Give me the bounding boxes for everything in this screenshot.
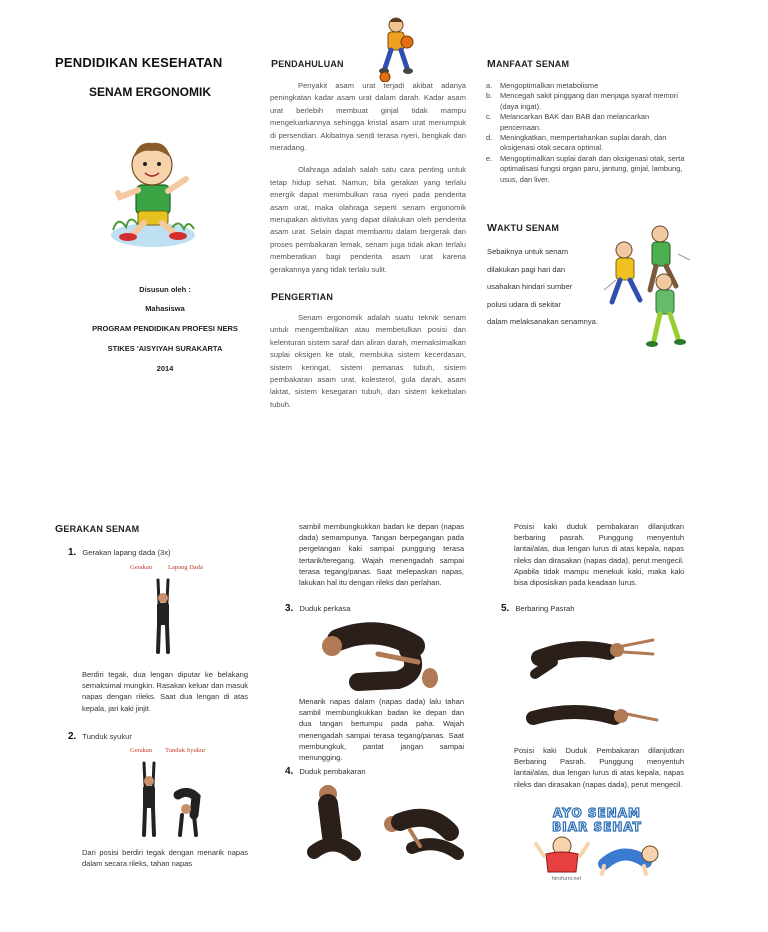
step-2-photo	[120, 745, 240, 840]
photo-caption: Gerakan	[130, 747, 153, 754]
gerakan-heading: GERAKAN SENAM	[55, 523, 140, 535]
list-item: a. Mengoptimalkan metabolisme	[486, 81, 599, 90]
step-4-label: 4. Duduk pembakaran	[285, 766, 366, 777]
waktu-line: usahakan hindari sumber	[487, 282, 573, 291]
manfaat-heading: MANFAAT SENAM	[487, 58, 570, 70]
list-item: e. Mengoptimalkan suplai darah dan oksigenasi otak, serta optimalisasi fungsi organ paru, jantung, ginjal, lambung, usus, dan liver.	[486, 153, 685, 184]
banner-credit: hirofurni.net	[552, 876, 582, 882]
banner-line-2: BIAR SEHAT	[552, 820, 642, 834]
list-item: d. Meningkatkan, mempertahankan suplai darah, dan oksigenasi otak secara optimal.	[486, 133, 667, 153]
pendahuluan-paragraph-2: Olahraga adalah salah satu cara penting untuk tetap hidup sehat. Namun, bila gerakan yang terlalu energik dapat menimbulkan rasa nyeri pada penderita asam urat, maka olahraga seperti senam ergonomik merupakan aktivitas yang dapat dilakukan oleh penderita asam urat. Selain dapat membantu dalam bergerak dan proses pembakaran lemak, senam juga tidak akan terlalu memberatkan bagi penderita asam urat karena gerakannya yang tidak terlalu sulit.	[270, 165, 466, 274]
pendahuluan-paragraph-1: Penyakit asam urat terjadi akibat adanya peningkatan kadar asam urat dalam darah. Kadar asam urat berlebih membuat ginjal tidak mampu mengeluarkannya sehingga kristal asam urat menumpuk di persendian. Akibatnya sendi terasa nyeri, bengkak dan meradang.	[270, 81, 466, 153]
cover-title: PENDIDIKAN KESEHATAN	[55, 55, 223, 70]
basketball-kid-illustration	[377, 16, 415, 82]
list-item: c. Melancarkan BAK dan BAB dan melancarkan pencernaan.	[486, 112, 650, 132]
running-kids-illustration	[594, 220, 694, 360]
institution-label: STIKES 'AISYIYAH SURAKARTA	[107, 344, 223, 353]
program-label: PROGRAM PENDIDIKAN PROFESI NERS	[92, 324, 238, 333]
waktu-line: Sebaiknya untuk senam	[487, 247, 569, 256]
step-4-description: Posisi kaki duduk pembakaran dilanjutkan berbaring pasrah. Punggung menyentuh lantai/alas, dua lengan lurus di atas kepala, napas rileks dan dirasakan (napas dada), perut mengecil. Apabila tidak mampu menekuk kaki, maka kaki bisa diposisikan pada keadaan lurus.	[514, 522, 684, 588]
step-1-photo	[120, 562, 240, 657]
banner-line-1: AYO SENAM	[553, 806, 641, 820]
pengertian-heading: PENGERTIAN	[271, 291, 334, 303]
boy-exercising-illustration	[108, 135, 198, 250]
step-2-label: 2. Tunduk syukur	[68, 731, 132, 742]
cover-subtitle: SENAM ERGONOMIK	[89, 85, 212, 99]
step-2-continuation: sambil membungkukkan badan ke depan (napas dada) semampunya. Tangan berpegangan pada pergelangan kaki sampai punggung terasa tertarik/teregang. Wajah menengadah sampai terasa tegang/panas. Saat melepaskan napas, lakukan hal itu dengan rileks dan perlahan.	[299, 522, 464, 588]
step-3-label: 3. Duduk perkasa	[285, 603, 351, 614]
step-3-description: Menarik napas dalam (napas dada) lalu tahan sambil membungkukkan badan ke depan dan dua tangan bertumpu pada paha. Wajah menengadah sampai terasa tegang/panas. Saat membungkuk, pantat jangan sampai menungging.	[299, 697, 464, 763]
step-2-description: Dari posisi berdiri tegak dengan menarik napas dalam secara rileks, tahan napas	[82, 848, 248, 869]
list-item: b. Mencegah sakit pinggang dan menjaga syaraf memori (daya ingat).	[486, 91, 678, 111]
compiled-by-label: Disusun oleh :	[139, 285, 191, 294]
year-label: 2014	[156, 364, 174, 373]
pendahuluan-heading: PENDAHULUAN	[271, 58, 344, 70]
step-5-label: 5. Berbaring Pasrah	[501, 603, 575, 614]
manfaat-list	[486, 81, 686, 185]
step-3-photo	[318, 618, 448, 693]
step-1-description: Berdiri tegak, dua lengan diputar ke belakang semaksimal mungkin. Rasakan keluar dan masuk napas dengan rileks. Saat dua lengan di atas kepala, jari kaki jinjit.	[82, 670, 248, 713]
step-5-description: Posisi kaki Duduk Pembakaran dilanjutkan Berbaring Pasrah. Punggung menyentuh lantai/alas, dua lengan lurus di atas kepala, napas rileks dan dirasakan (napas dada), perut mengecil.	[514, 746, 684, 789]
pengertian-text	[270, 312, 466, 411]
waktu-heading: WAKTU SENAM	[487, 222, 560, 234]
step-4-photo	[300, 780, 470, 870]
step-5-photo	[525, 622, 660, 737]
author-label: Mahasiswa	[145, 304, 185, 313]
photo-caption: Lapang Dada	[168, 564, 203, 571]
pengertian-paragraph: Senam ergonomik adalah suatu teknik senam untuk mengembalikan atau membetulkan posisi dan kelenturan sistem saraf dan aliran darah, memaksimalkan suplai oksigen ke otak, membuka sistem kecerdasan, sistem keringat, sistem pemanas tubuh, sistem pembakaran asam urat, kolesterol, gula darah, asam laktat, sistem kesegaran tubuh, dan sistem kekebalan tubuh.	[270, 313, 466, 409]
waktu-line: dilakukan pagi hari dan	[487, 264, 566, 274]
photo-caption: Tunduk Syukur	[165, 747, 206, 754]
waktu-line: polusi udara di sekitar	[487, 299, 561, 309]
ayo-senam-banner	[512, 806, 682, 884]
waktu-text	[487, 243, 607, 331]
pendahuluan-text	[270, 80, 466, 276]
waktu-line: dalam melaksanakan senamnya.	[487, 317, 599, 326]
photo-caption: Gerakan	[130, 564, 153, 571]
step-1-label: 1. Gerakan lapang dada (3x)	[68, 547, 171, 558]
